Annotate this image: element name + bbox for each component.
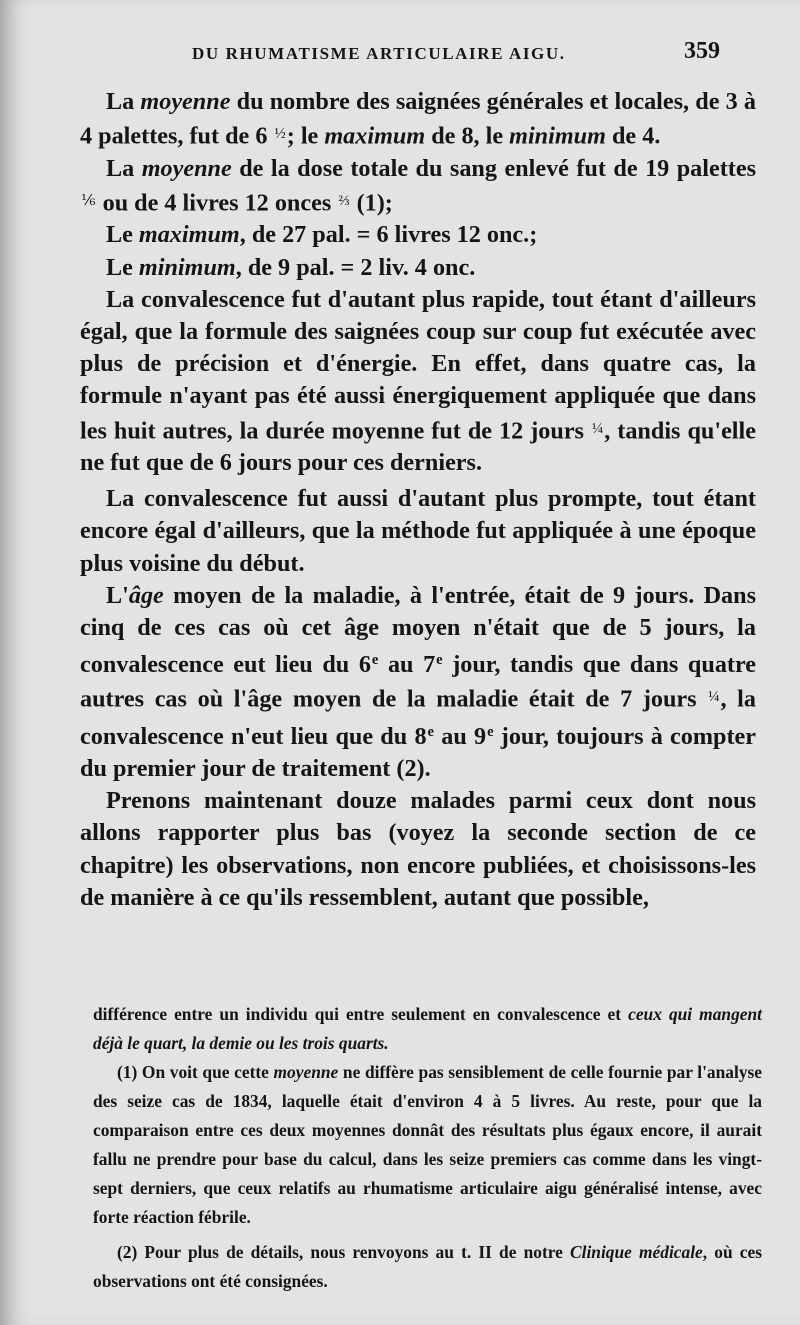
- paragraph-convalescence-prompte: [80, 483, 756, 580]
- text-run: Le: [106, 253, 139, 281]
- text-run: , de 27 pal. = 6 livres 12 onc.;: [239, 221, 538, 249]
- footnote-continuation: [93, 1000, 762, 1058]
- text-run: ne diffère pas sensiblement de celle fournie par l'analyse des seize cas de 1834, laquelle était d'environ 4 à 5 livres. Au reste, pour que la comparaison entre ces deux moyennes donnât des résultats plus égaux encore, il aurait fallu ne prendre pour base du calcul, dans les seize premiers cas comme dans les vingt-sept derniers, que ceux relatifs au rhumatisme articulaire aigu généralisé intense, avec forte réaction fébrile.: [93, 1062, 762, 1227]
- footnote-2: [93, 1238, 762, 1296]
- paragraph-minimum: [80, 252, 756, 284]
- superscript: e: [436, 652, 443, 669]
- fraction: ⅔: [338, 192, 350, 209]
- text-run: La: [106, 88, 141, 115]
- text-run: ; le: [286, 122, 325, 150]
- text-run: La convalescence fut aussi d'autant plus prompte, tout étant encore égal d'ailleurs, que la méthode fut appliquée à une époque plus voisine du début.: [80, 485, 756, 577]
- text-run: Le: [106, 221, 139, 249]
- paragraph-maximum: [80, 219, 756, 251]
- text-run: (1);: [350, 189, 393, 217]
- italic-term: maximum: [138, 221, 240, 249]
- text-run: L': [106, 581, 129, 609]
- text-run: Prenons maintenant douze malades parmi ceux dont nous allons rapporter plus bas (voyez la seconde section de ce chapitre) les observations, non encore publiées, et choisissons-les de manière à ce qu'ils ressemblent, autant que possible,: [80, 787, 756, 911]
- fraction: ⅙: [81, 192, 96, 209]
- italic-term: minimum: [138, 253, 236, 281]
- paragraph-dose-sang: [80, 153, 756, 220]
- paragraph-saignees-moyenne: [80, 86, 756, 153]
- text-run: jour, tandis que dans quatre autres cas où l'âge moyen de la maladie était de 7 jours: [80, 651, 756, 713]
- main-text: [80, 86, 756, 914]
- text-run: de 8, le: [425, 122, 510, 150]
- text-run: ou de 4 livres 12 onces: [96, 189, 338, 217]
- fraction: ¼: [591, 420, 604, 437]
- text-run: du nombre des saignées générales et locales, de 3 à 4 palettes, fut de 6: [80, 88, 756, 150]
- page-header: [0, 38, 800, 68]
- paragraph-douze-malades: [80, 785, 756, 914]
- text-run: au 9: [434, 722, 487, 750]
- superscript: e: [427, 723, 434, 740]
- text-run: jour, toujours à compter du premier jour de traitement (2).: [80, 722, 757, 783]
- paragraph-age-moyen: [80, 580, 756, 785]
- text-run: (2) Pour plus de détails, nous renvoyons au t. II de notre: [117, 1242, 571, 1262]
- footnotes: [93, 1000, 762, 1296]
- superscript: e: [487, 723, 494, 740]
- fraction: ½: [274, 126, 286, 143]
- footnote-1: [93, 1058, 762, 1232]
- text-run: La: [106, 154, 142, 182]
- text-run: , la convalescence n'eut lieu que du 8: [80, 685, 756, 750]
- text-run: moyen de la maladie, à l'entrée, était de 9 jours. Dans cinq de ces cas où cet âge moyen n'était que de 5 jours, la convalescence eut lieu du 6: [80, 581, 756, 679]
- text-run: de 4.: [605, 122, 661, 150]
- fraction: ¼: [708, 689, 720, 706]
- text-run: au 7: [378, 651, 436, 679]
- italic-term: moyenne: [140, 88, 231, 115]
- italic-term: âge: [128, 581, 164, 609]
- page-number: 359: [684, 38, 720, 64]
- italic-term: ceux qui mangent déjà le quart, la demie ou les trois quarts.: [93, 1004, 762, 1053]
- text-run: (1) On voit que cette: [117, 1062, 274, 1082]
- italic-term: moyenne: [141, 154, 232, 182]
- italic-term: Clinique médicale: [570, 1242, 703, 1262]
- superscript: e: [371, 652, 379, 669]
- italic-term: maximum: [324, 122, 426, 150]
- text-run: de la dose totale du sang enlevé fut de 19 palettes: [231, 154, 756, 182]
- text-run: , de 9 pal. = 2 liv. 4 onc.: [235, 253, 476, 281]
- paragraph-convalescence-rapide: [80, 284, 756, 479]
- text-run: différence entre un individu qui entre seulement en convalescence et: [93, 1004, 629, 1024]
- text-run: , où ces observations ont été consignées.: [93, 1242, 763, 1291]
- text-run: La convalescence fut d'autant plus rapide, tout étant d'ailleurs égal, que la formule des saignées coup sur coup fut exécutée avec plus de précision et d'énergie. En effet, dans quatre cas, la formule n'ayant pas été aussi énergiquement appliquée que dans les huit autres, la durée moyenne fut de 12 jours: [80, 285, 756, 444]
- italic-term: moyenne: [273, 1062, 339, 1082]
- text-run: , tandis qu'elle ne fut que de 6 jours pour ces derniers.: [80, 416, 756, 476]
- italic-term: minimum: [509, 122, 606, 150]
- running-title: DU RHUMATISME ARTICULAIRE AIGU.: [192, 44, 566, 63]
